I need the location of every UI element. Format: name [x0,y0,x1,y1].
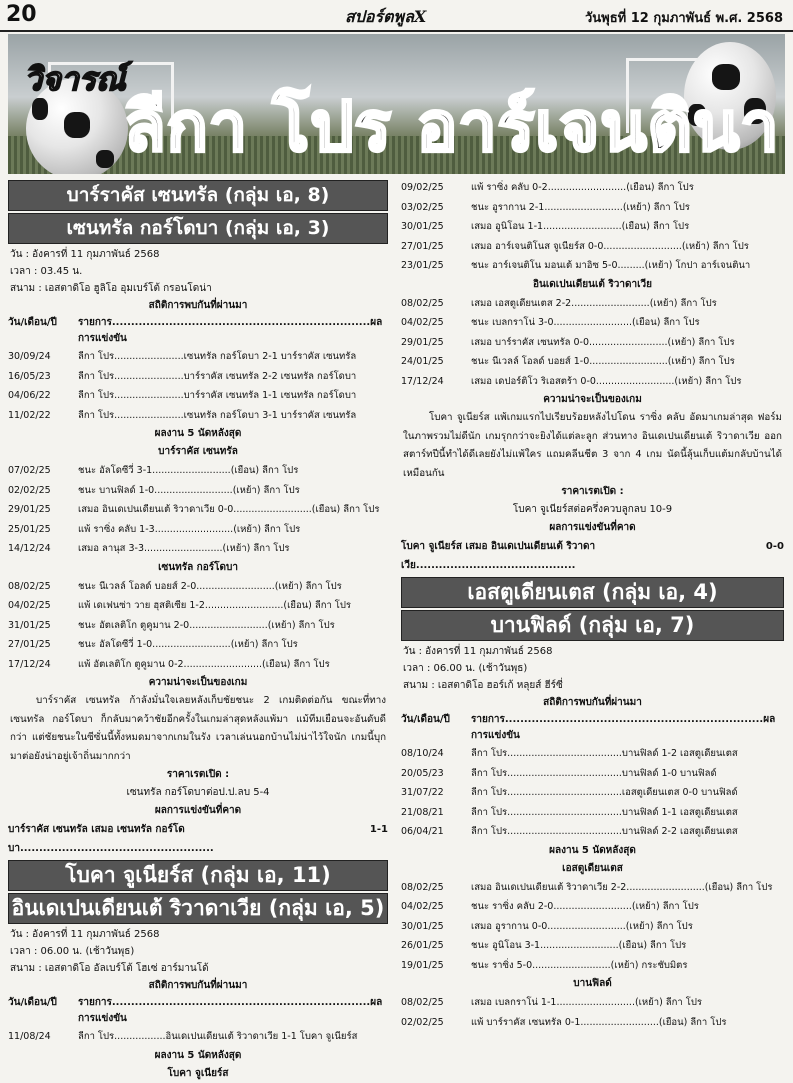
row-detail: ชนะ อัตเลติโก ตูคูมาน 2-0..........................(เหย้า) ลีกา โปร [78,619,335,631]
table-row [401,822,784,842]
table-row [401,993,784,1013]
col-date-label: วัน/เดือน/ปี [8,997,57,1008]
match3-h2h-header [401,712,784,744]
match1-time: เวลา : 03.45 น. [10,266,83,277]
table-row [401,956,784,976]
row-date: 06/04/21 [401,826,444,837]
right-column [401,178,784,1032]
table-row [401,178,784,198]
table-row [8,406,388,426]
row-detail: ลีกา โปร.......................บาร์ราคัส เซนทรัล 2-2 เซนทรัล กอร์โดบา [78,370,357,382]
match2-h2h-header [8,995,388,1027]
match3-h2h-list [401,744,784,842]
match2-venue: สนาม : เอสตาดิโอ อัลเบร์โต้ โฮเซ่ อาร์มานโด้ [10,963,209,974]
table-row [401,936,784,956]
row-detail: ลีกา โปร......................................บานฟิลด์ 1-1 เอสตูเดียนเตส [471,806,738,818]
table-row [401,256,784,276]
match1-predict [8,820,388,858]
table-row [401,333,784,353]
row-detail: ลีกา โปร......................................บานฟิลด์ 2-2 เอสตูเดียนเตส [471,826,738,837]
match1-predict-text: บาร์ราคัส เซนทรัล เสมอ เซนทรัล กอร์โดบา................................................... [8,824,214,854]
table-row [401,764,784,784]
row-detail: เสมอ อินเดเปนเดียนเต้ ริวาดาเวีย 0-0..........................(เยือน) ลีกา โปร [78,504,380,515]
match2-predict-title: ผลการแข่งขันที่คาด [549,522,636,533]
match1-away-form-list [8,577,388,675]
match1-analysis: บาร์ราคัส เซนทรัล ก้าลังมั่นใจเลยหลังเก็บชัยชนะ 2 เกมติดต่อกัน ขณะที่ทาง เซนทรัล กอร์โดบา ก็กลับมาคว้าชัยอีกครั้งในเกมล่าสุดหลังแพ้มา แม้ทีมเยือนจะอันดับดีกว่า แต่ชัยชนะในซีซั่นนี้ทั้งหมดมาจากเกมในรัง เวลาเล่นนอกบ้านไม่น่าไว้ใจนัก เกมนี้บุกมาต่อยังน่าอยู่เจ้าถิ่นมากกว่า [10,695,386,762]
row-date: 30/09/24 [8,351,51,362]
row-date: 11/02/22 [8,409,51,421]
table-row [401,294,784,314]
row-detail: เสมอ อินเดเปนเดียนเต้ ริวาดาเวีย 2-2..........................(เยือน) ลีกา โปร [471,881,773,893]
table-row [8,347,388,367]
row-detail: ชนะ ราซิ่ง 5-0..........................(เหย้า) กระชับมิตร [471,959,688,971]
col-comp-label: รายการ....................................................................ผลการแข่งขัน [471,714,776,741]
row-detail: ชนะ อัลโดซีวี่ 3-1..........................(เยือน) ลีกา โปร [78,465,299,476]
row-detail: ชนะ นีเวลล์ โอลด์ บอยส์ 1-0..........................(เหย้า) ลีกา โปร [471,356,735,367]
row-detail: ลีกา โปร.......................บาร์ราคัส เซนทรัล 1-1 เซนทรัล กอร์โดบา [78,390,357,401]
match3-home-name: เอสตูเดียนเตส [562,862,623,874]
match3-away-name: บานฟิลด์ [573,978,612,989]
table-row [401,878,784,898]
table-row [8,461,388,481]
table-row [8,539,388,559]
table-row [401,372,784,392]
row-detail: ชนะ เบลกราโน่ 3-0..........................(เยือน) ลีกา โปร [471,317,700,328]
row-date: 04/02/25 [401,317,444,328]
row-date: 02/02/25 [401,1016,444,1028]
paper-name: สปอร์ตพูลX [345,7,427,26]
table-row [401,217,784,237]
match2-form-title: ผลงาน 5 นัดหลังสุด [154,1049,242,1061]
match1-predict-title: ผลการแข่งขันที่คาด [154,805,242,816]
match2-h2h-title: สถิติการพบกันที่ผ่านมา [148,980,248,991]
row-detail: ชนะ นีเวลล์ โอลด์ บอยส์ 2-0..........................(เหย้า) ลีกา โปร [78,580,342,592]
match1-home-form-list [8,461,388,559]
issue-date: วันพุธที่ 12 กุมภาพันธ์ พ.ศ. 2568 [584,11,783,26]
indep-name: อินเดเปนเดียนเต้ ริวาดาเวีย [533,278,652,290]
match2-analysis: โบคา จูเนียร์ส แพ้เกมแรกไปเรียบร้อยหลังไปโดน ราซิ่ง คลับ อัดมาเกมล่าสุด ฟอร์มในภาพรวมไม่ดีนัก เกมรุกกว่าจะยิงได้แต่ละลูก ส่วนทาง อินเดเปนเดียนเต้ ริวาดาเวีย ออกสตาร์ทปีนี้ทำได้ดีเลยยังไม่แพ้ใคร แถมคลีนชีต 3 จาก 4 เกม นัดนี้ลุ้นเก็บแต้มกลับบ้านได้เหมือนกัน [403,412,782,479]
table-row [401,783,784,803]
table-row [8,655,388,675]
row-detail: แพ้ ราซิ่ง คลับ 0-2..........................(เยือน) ลีกา โปร [471,182,694,193]
table-row [8,577,388,597]
col-comp-label: รายการ....................................................................ผลการแข่งขัน [78,317,383,344]
row-detail: ลีกา โปร......................................เอสตูเดียนเตส 0-0 บานฟิลด์ [471,787,738,798]
row-detail: ชนะ อัลโดซีวี่ 1-0..........................(เหย้า) ลีกา โปร [78,639,298,650]
row-date: 29/01/25 [8,504,51,515]
page-number: 20 [6,2,37,27]
row-date: 25/01/25 [8,523,51,535]
row-date: 11/08/24 [8,1031,51,1042]
match2-odds-title: ราคาเรตเปิด : [561,486,624,497]
match3-day: วัน : อังคารที่ 11 กุมภาพันธ์ 2568 [403,646,553,657]
row-date: 16/05/23 [8,370,51,382]
row-detail: เสมอ เบลกราโน่ 1-1..........................(เหย้า) ลีกา โปร [471,997,702,1008]
row-detail: ลีกา โปร.......................เซนทรัล กอร์โดบา 2-1 บาร์ราคัส เซนทรัล [78,351,357,362]
row-date: 07/02/25 [8,465,51,476]
match1-h2h-header [8,315,388,347]
row-detail: ชนะ อูรากาน 2-1..........................(เหย้า) ลีกา โปร [471,201,690,213]
match1-odds: เซนทรัล กอร์โดบาต่อป.ป.ลบ 5-4 [126,787,270,798]
row-date: 17/12/24 [8,658,51,670]
match3-home-form-list [401,878,784,976]
table-row [8,596,388,616]
row-detail: เสมอ อูนิโอน 1-1..........................(เยือน) ลีกา โปร [471,221,690,232]
match1-home-header: บาร์ราคัส เซนทรัล (กลุ่ม เอ, 8) [8,180,388,211]
row-date: 27/01/25 [8,639,51,650]
table-row [401,198,784,218]
row-detail: ลีกา โปร.......................เซนทรัล กอร์โดบา 3-1 บาร์ราคัส เซนทรัล [78,409,357,421]
row-date: 08/10/24 [401,748,444,759]
match2-h2h-list [8,1027,388,1047]
row-detail: ลีกา โปร.................อินเดเปนเดียนเต้ ริวาดาเวีย 1-1 โบคา จูเนียร์ส [78,1031,358,1042]
match3-away-form-list [401,993,784,1032]
match1-away-name: เซนทรัล กอร์โดบา [158,561,238,573]
table-row [8,635,388,655]
row-date: 17/12/24 [401,375,444,387]
match2-predict-text: โบคา จูเนียร์ส เสมอ อินเดเปนเดียนเต้ ริวาดาเวีย.......................................... [401,541,596,571]
row-date: 08/02/25 [401,297,444,309]
match1-analysis-title: ความน่าจะเป็นของเกม [148,677,248,688]
match2-home-name: โบคา จูเนียร์ส [167,1067,229,1079]
table-row [8,1027,388,1047]
match1-away-header: เซนทรัล กอร์โดบา (กลุ่ม เอ, 3) [8,213,388,244]
boca-form-list [401,178,784,276]
row-date: 31/07/22 [401,787,444,798]
section-banner [8,34,785,174]
table-row [401,352,784,372]
match2-day: วัน : อังคารที่ 11 กุมภาพันธ์ 2568 [10,929,160,940]
table-row [401,744,784,764]
row-date: 02/02/25 [8,484,51,496]
match3-form-title: ผลงาน 5 นัดหลังสุด [549,844,636,856]
row-detail: เสมอ เอสตูเดียนเตส 2-2..........................(เหย้า) ลีกา โปร [471,297,717,309]
table-row [8,367,388,387]
match2-home-header: โบคา จูเนียร์ส (กลุ่ม เอ, 11) [8,860,388,891]
row-detail: ลีกา โปร......................................บานฟิลด์ 1-0 บานฟิลด์ [471,767,717,779]
row-detail: เสมอ เดปอร์ติโว ริเอสตร้า 0-0..........................(เหย้า) ลีกา โปร [471,375,742,387]
col-date-label: วัน/เดือน/ปี [401,714,450,725]
row-date: 20/05/23 [401,767,444,779]
match2-predict-score: 0-0 [765,541,784,552]
row-detail: ลีกา โปร......................................บานฟิลด์ 1-2 เอสตูเดียนเตส [471,748,738,759]
match2-odds: โบคา จูเนียร์สต่อครึ่งควบลูกลบ 10-9 [512,504,673,515]
row-date: 23/01/25 [401,260,444,271]
table-row [401,237,784,257]
match1-day: วัน : อังคารที่ 11 กุมภาพันธ์ 2568 [10,249,160,260]
match2-analysis-title: ความน่าจะเป็นของเกม [543,394,642,405]
row-date: 31/01/25 [8,619,51,631]
row-detail: แพ้ อัตเลติโก ตูคูมาน 0-2..........................(เยือน) ลีกา โปร [78,658,330,670]
row-detail: เสมอ ลานุส 3-3..........................(เหย้า) ลีกา โปร [78,543,290,554]
match1-form-title: ผลงาน 5 นัดหลังสุด [154,428,242,439]
row-date: 14/12/24 [8,543,51,554]
table-row [8,386,388,406]
indep-form-list [401,294,784,392]
row-date: 08/02/25 [401,997,444,1008]
row-date: 09/02/25 [401,182,444,193]
row-date: 19/01/25 [401,959,444,971]
table-row [8,500,388,520]
row-detail: เสมอ อูรากาน 0-0..........................(เหย้า) ลีกา โปร [471,920,693,932]
table-row [401,313,784,333]
row-detail: แพ้ ราซิ่ง คลับ 1-3..........................(เหย้า) ลีกา โปร [78,523,301,535]
row-date: 30/01/25 [401,221,444,232]
row-date: 03/02/25 [401,201,444,213]
row-date: 29/01/25 [401,336,444,348]
match1-home-name: บาร์ราคัส เซนทรัล [158,446,238,457]
col-comp-label: รายการ....................................................................ผลการแข่งขัน [78,997,383,1024]
table-row [8,520,388,540]
row-date: 04/02/25 [8,600,51,611]
match2-predict [401,537,784,575]
row-date: 21/08/21 [401,806,444,818]
match3-venue: สนาม : เอสตาดิโอ ฮอร์เก้ หลุยส์ ฮีร์ซี่ [403,680,563,691]
match2-away-header: อินเดเปนเดียนเต้ ริวาดาเวีย (กลุ่ม เอ, 5) [8,893,388,924]
banner-kicker: วิจารณ์ [24,60,126,98]
row-detail: ชนะ อาร์เจนติโน มอนเต้ มาอิซ 5-0.........(เหย้า) โกปา อาร์เจนตินา [471,260,751,271]
row-date: 08/02/25 [401,881,444,893]
banner-title: ลีกา โปร อาร์เจนตินา [124,88,780,167]
table-row [401,1013,784,1033]
row-detail: ชนะ อูนิโอน 3-1..........................(เยือน) ลีกา โปร [471,940,687,951]
row-detail: ชนะ บานฟิลด์ 1-0..........................(เหย้า) ลีกา โปร [78,484,300,496]
match1-predict-score: 1-1 [369,824,388,835]
row-date: 24/01/25 [401,356,444,367]
table-row [401,803,784,823]
match1-venue: สนาม : เอสตาดิโอ ฮูลิโอ อุมเบร์โต้ กรอนโดน่า [10,283,212,294]
row-detail: เสมอ บาร์ราคัส เซนทรัล 0-0..........................(เหย้า) ลีกา โปร [471,336,735,348]
row-detail: ชนะ ราซิ่ง คลับ 2-0..........................(เหย้า) ลีกา โปร [471,901,699,912]
match3-h2h-title: สถิติการพบกันที่ผ่านมา [543,697,642,708]
table-row [401,917,784,937]
row-date: 04/02/25 [401,901,444,912]
col-date-label: วัน/เดือน/ปี [8,317,57,328]
row-detail: แพ้ เดเฟนซ่า วาย ฮุสติเซีย 1-2..........................(เยือน) ลีกา โปร [78,600,352,611]
match1-h2h-title: สถิติการพบกันที่ผ่านมา [148,300,248,311]
row-date: 08/02/25 [8,580,51,592]
row-date: 04/06/22 [8,390,51,401]
match2-time: เวลา : 06.00 น. (เช้าวันพุธ) [10,946,135,957]
row-date: 26/01/25 [401,940,444,951]
match3-home-header: เอสตูเดียนเตส (กลุ่ม เอ, 4) [401,577,784,608]
table-row [401,897,784,917]
table-row [8,481,388,501]
row-detail: เสมอ อาร์เจนติโนส จูเนียร์ส 0-0..........................(เหย้า) ลีกา โปร [471,240,749,252]
match3-time: เวลา : 06.00 น. (เช้าวันพุธ) [403,663,528,674]
left-column [8,178,388,1083]
match1-odds-title: ราคาเรตเปิด : [166,769,230,780]
match1-h2h-list [8,347,388,425]
row-detail: แพ้ บาร์ราคัส เซนทรัล 0-1..........................(เยือน) ลีกา โปร [471,1016,727,1028]
row-date: 27/01/25 [401,240,444,252]
row-date: 30/01/25 [401,920,444,932]
masthead [0,0,793,32]
match3-away-header: บานฟิลด์ (กลุ่ม เอ, 7) [401,610,784,641]
table-row [8,616,388,636]
